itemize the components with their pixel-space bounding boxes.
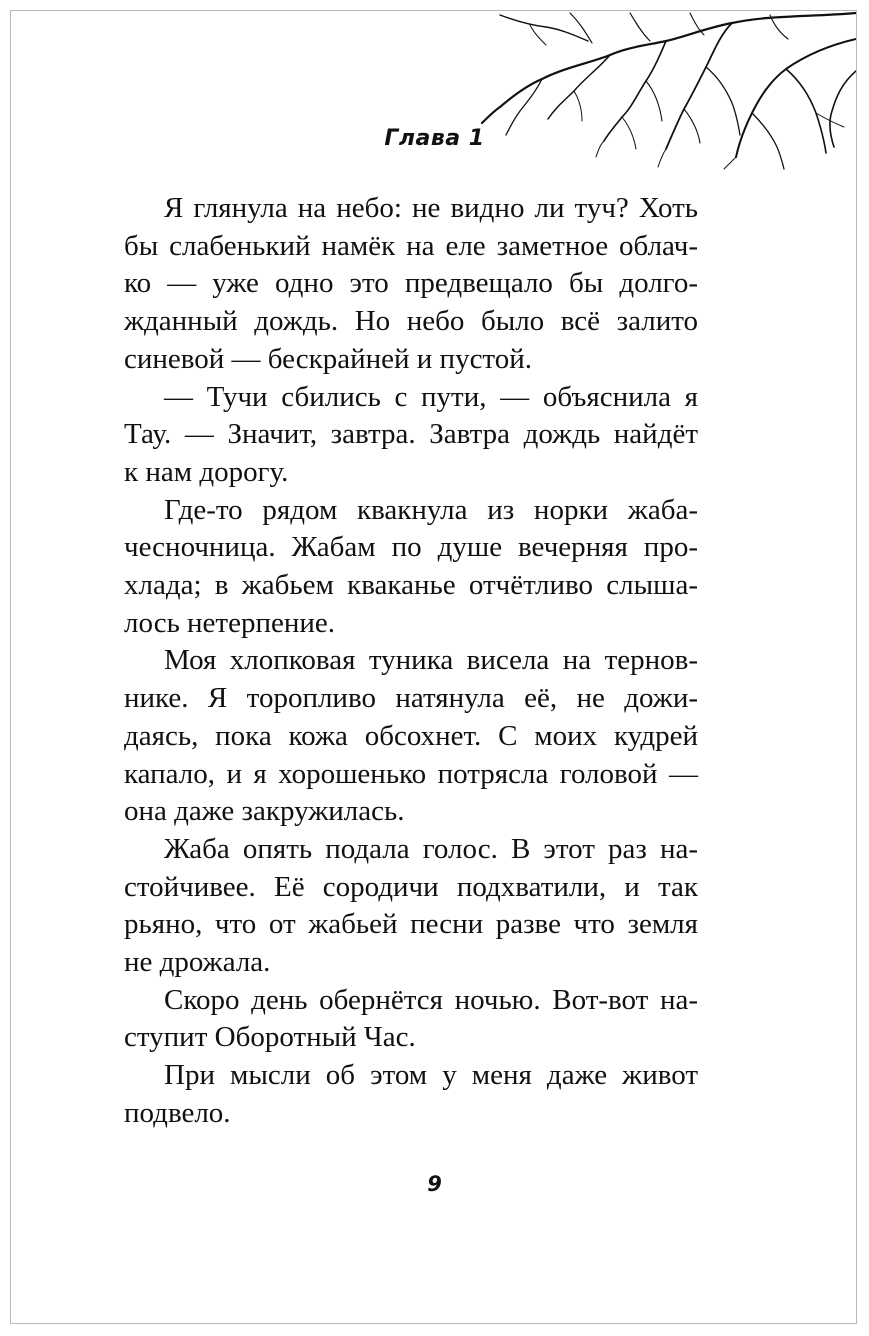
paragraph (124, 492, 698, 643)
body-text (124, 190, 698, 1133)
paragraph (124, 190, 698, 379)
text-line: Я глянула на небо: не видно ли туч? Хоть (164, 192, 698, 224)
text-line: подвело. (124, 1096, 231, 1129)
text-line: чесночница. Жабам по душе вечерняя про- (124, 531, 698, 564)
text-line: нике. Я торопливо натянула её, не дожи- (124, 682, 698, 715)
text-line: — Тучи сбились с пути, — объяснила я (164, 380, 698, 413)
text-line: Тау. — Значит, завтра. Завтра дождь найдёт (124, 418, 698, 451)
text-line: стойчивее. Её сородичи подхватили, и так (124, 870, 698, 903)
text-line: ко — уже одно это предвещало бы долго- (124, 267, 698, 300)
paragraph (124, 831, 698, 982)
text-line: При мысли об этом у меня даже живот (164, 1059, 698, 1092)
text-line: рьяно, что от жабьей песни разве что земля (124, 908, 698, 941)
text-line: Жаба опять подала голос. В этот раз на- (164, 832, 698, 865)
text-line: лось нетерпение. (124, 606, 336, 639)
text-line: не дрожала. (124, 946, 271, 979)
paragraph (124, 982, 698, 1057)
text-line: Моя хлопковая туника висела на тернов- (164, 644, 698, 677)
text-line: ступит Оборотный Час. (124, 1021, 416, 1054)
text-line: жданный дождь. Но небо было всё залито (124, 305, 698, 338)
text-line: Скоро день обернётся ночью. Вот-вот на- (164, 983, 698, 1016)
text-line: бы слабенький намёк на еле заметное облач- (124, 229, 698, 262)
text-line: синевой — бескрайней и пустой. (124, 342, 532, 375)
page-number: 9 (427, 1172, 442, 1196)
chapter-heading: Глава 1 (384, 126, 485, 151)
paragraph (124, 379, 698, 492)
paragraph (124, 642, 698, 831)
paragraph (124, 1057, 698, 1132)
text-line: капало, и я хорошенько потрясла головой — (124, 757, 698, 790)
text-line: к нам дорогу. (124, 455, 289, 488)
text-line: она даже закружилась. (124, 795, 405, 828)
text-line: даясь, пока кожа обсохнет. С моих кудрей (124, 719, 698, 752)
text-line: хлада; в жабьем кваканье отчётливо слыша- (124, 569, 698, 602)
text-line: Где-то рядом квакнула из норки жаба- (164, 493, 698, 526)
